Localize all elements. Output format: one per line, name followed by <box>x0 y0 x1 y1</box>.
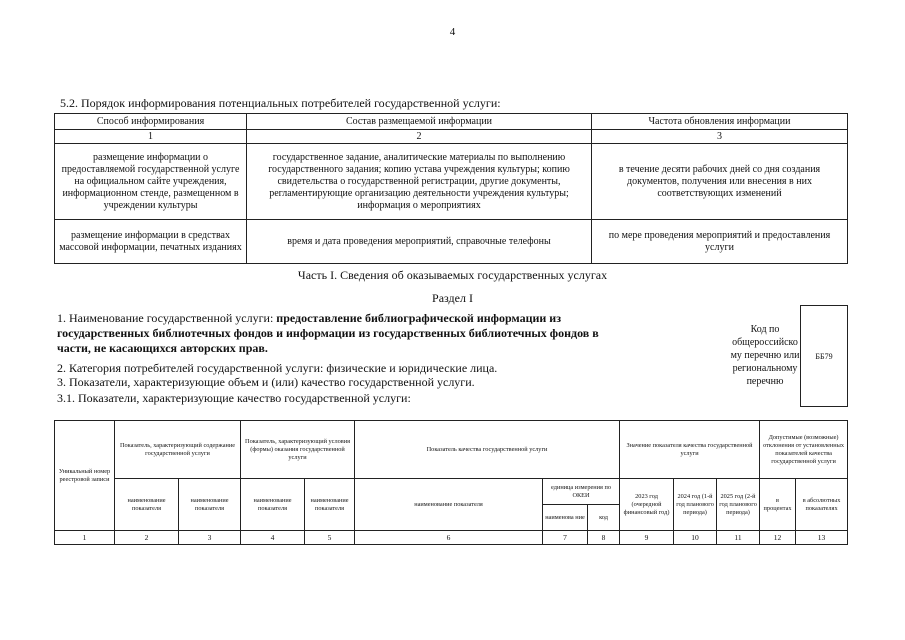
item-1-line-1 <box>57 311 561 325</box>
page-number: 4 <box>449 26 456 38</box>
header-content: Состав размещаемой информации <box>247 114 592 130</box>
section-title: Раздел I <box>432 291 473 305</box>
column-number: 1 <box>55 531 115 545</box>
header-deviation: Допустимые (возможные) отклонения от установленных показателей качества государственной услуги <box>760 421 848 479</box>
column-number: 3 <box>592 130 848 144</box>
column-number: 7 <box>543 531 588 545</box>
subheader-name: наименование показателя <box>115 479 179 531</box>
column-number: 9 <box>620 531 674 545</box>
header-content: Показатель, характеризующий содержание государственной услуги <box>115 421 241 479</box>
header-frequency: Частота обновления информации <box>592 114 848 130</box>
subheader-2023: 2023 год (очередной финансовый год) <box>620 479 674 531</box>
code-label-line: общероссийско <box>732 337 798 348</box>
column-number: 3 <box>179 531 241 545</box>
section-5-2-heading: 5.2. Порядок информирования потенциальных потребителей государственной услуги: <box>60 96 501 110</box>
header-conditions: Показатель, характеризующий условия (формы) оказания государственной услуги <box>241 421 355 479</box>
column-number: 1 <box>55 130 247 144</box>
header-values: Значение показателя качества государственной услуги <box>620 421 760 479</box>
column-number: 12 <box>760 531 796 545</box>
column-number: 4 <box>241 531 305 545</box>
subheader-unit-name: наименова ние <box>543 505 588 531</box>
header-method: Способ информирования <box>55 114 247 130</box>
subheader-absolute: в абсолютных показателях <box>796 479 848 531</box>
code-label-line: му перечню или <box>730 350 800 361</box>
column-number: 13 <box>796 531 848 545</box>
column-number: 2 <box>247 130 592 144</box>
subheader-unit: единица измерения по ОКЕИ <box>543 479 620 505</box>
column-number-row <box>55 531 848 545</box>
code-box: ББ79 <box>800 305 848 407</box>
subheader-indicator-name: наименование показателя <box>355 479 543 531</box>
item-3-1: 3.1. Показатели, характеризующие качество государственной услуги: <box>57 391 411 405</box>
code-label-line: региональному <box>732 363 798 374</box>
column-number: 6 <box>355 531 543 545</box>
header-quality: Показатель качества государственной услуги <box>355 421 620 479</box>
table-row <box>55 220 848 264</box>
quality-indicators-table <box>54 420 848 545</box>
part-title: Часть I. Сведения об оказываемых государственных услугах <box>297 268 608 282</box>
code-label-line: Код по <box>750 324 780 335</box>
header-registry: Уникальный номер реестровой записи <box>55 421 115 531</box>
frequency-cell: по мере проведения мероприятий и предоставления услуги <box>592 220 848 264</box>
method-cell: размещение информации о предоставляемой государственной услуге на официальном сайте учреждения, информационном стенде, размещенном в учреждении культуры <box>55 144 247 220</box>
content-cell: государственное задание, аналитические материалы по выполнению государственного задания; копию устава учреждения культуры; копию свидетельства о государственной регистрации, другие документы, регламентирующие организацию деятельности учреждения культуры; информация о мероприятиях <box>247 144 592 220</box>
subheader-name: наименование показателя <box>179 479 241 531</box>
item-1-service-name: предоставление библиографической информации из <box>276 311 562 325</box>
column-number: 8 <box>588 531 620 545</box>
content-cell: время и дата проведения мероприятий, справочные телефоны <box>247 220 592 264</box>
item-3: 3. Показатели, характеризующие объем и (или) качество государственной услуги. <box>57 375 475 389</box>
method-cell: размещение информации в средствах массовой информации, печатных изданиях <box>55 220 247 264</box>
subheader-2024: 2024 год (1-й год планового периода) <box>674 479 717 531</box>
frequency-cell: в течение десяти рабочих дней со дня создания документов, получения или внесения в них соответствующих изменений <box>592 144 848 220</box>
column-number: 5 <box>305 531 355 545</box>
informing-table <box>54 113 848 264</box>
code-label-line: перечню <box>746 376 784 387</box>
code-label <box>720 323 810 388</box>
table-row <box>55 144 848 220</box>
column-number: 10 <box>674 531 717 545</box>
column-number: 11 <box>717 531 760 545</box>
item-1-line-3: части, не касающихся авторских прав. <box>57 341 268 355</box>
column-number: 2 <box>115 531 179 545</box>
item-1-prefix: 1. Наименование государственной услуги: <box>57 311 274 325</box>
subheader-name: наименование показателя <box>305 479 355 531</box>
subheader-percent: в процентах <box>760 479 796 531</box>
subheader-name: наименование показателя <box>241 479 305 531</box>
item-2: 2. Категория потребителей государственной услуги: физические и юридические лица. <box>57 361 498 375</box>
item-1-line-2: государственных библиотечных фондов и информации из государственных библиотечных фондов в <box>57 326 599 340</box>
subheader-unit-code: код <box>588 505 620 531</box>
subheader-2025: 2025 год (2-й год планового периода) <box>717 479 760 531</box>
